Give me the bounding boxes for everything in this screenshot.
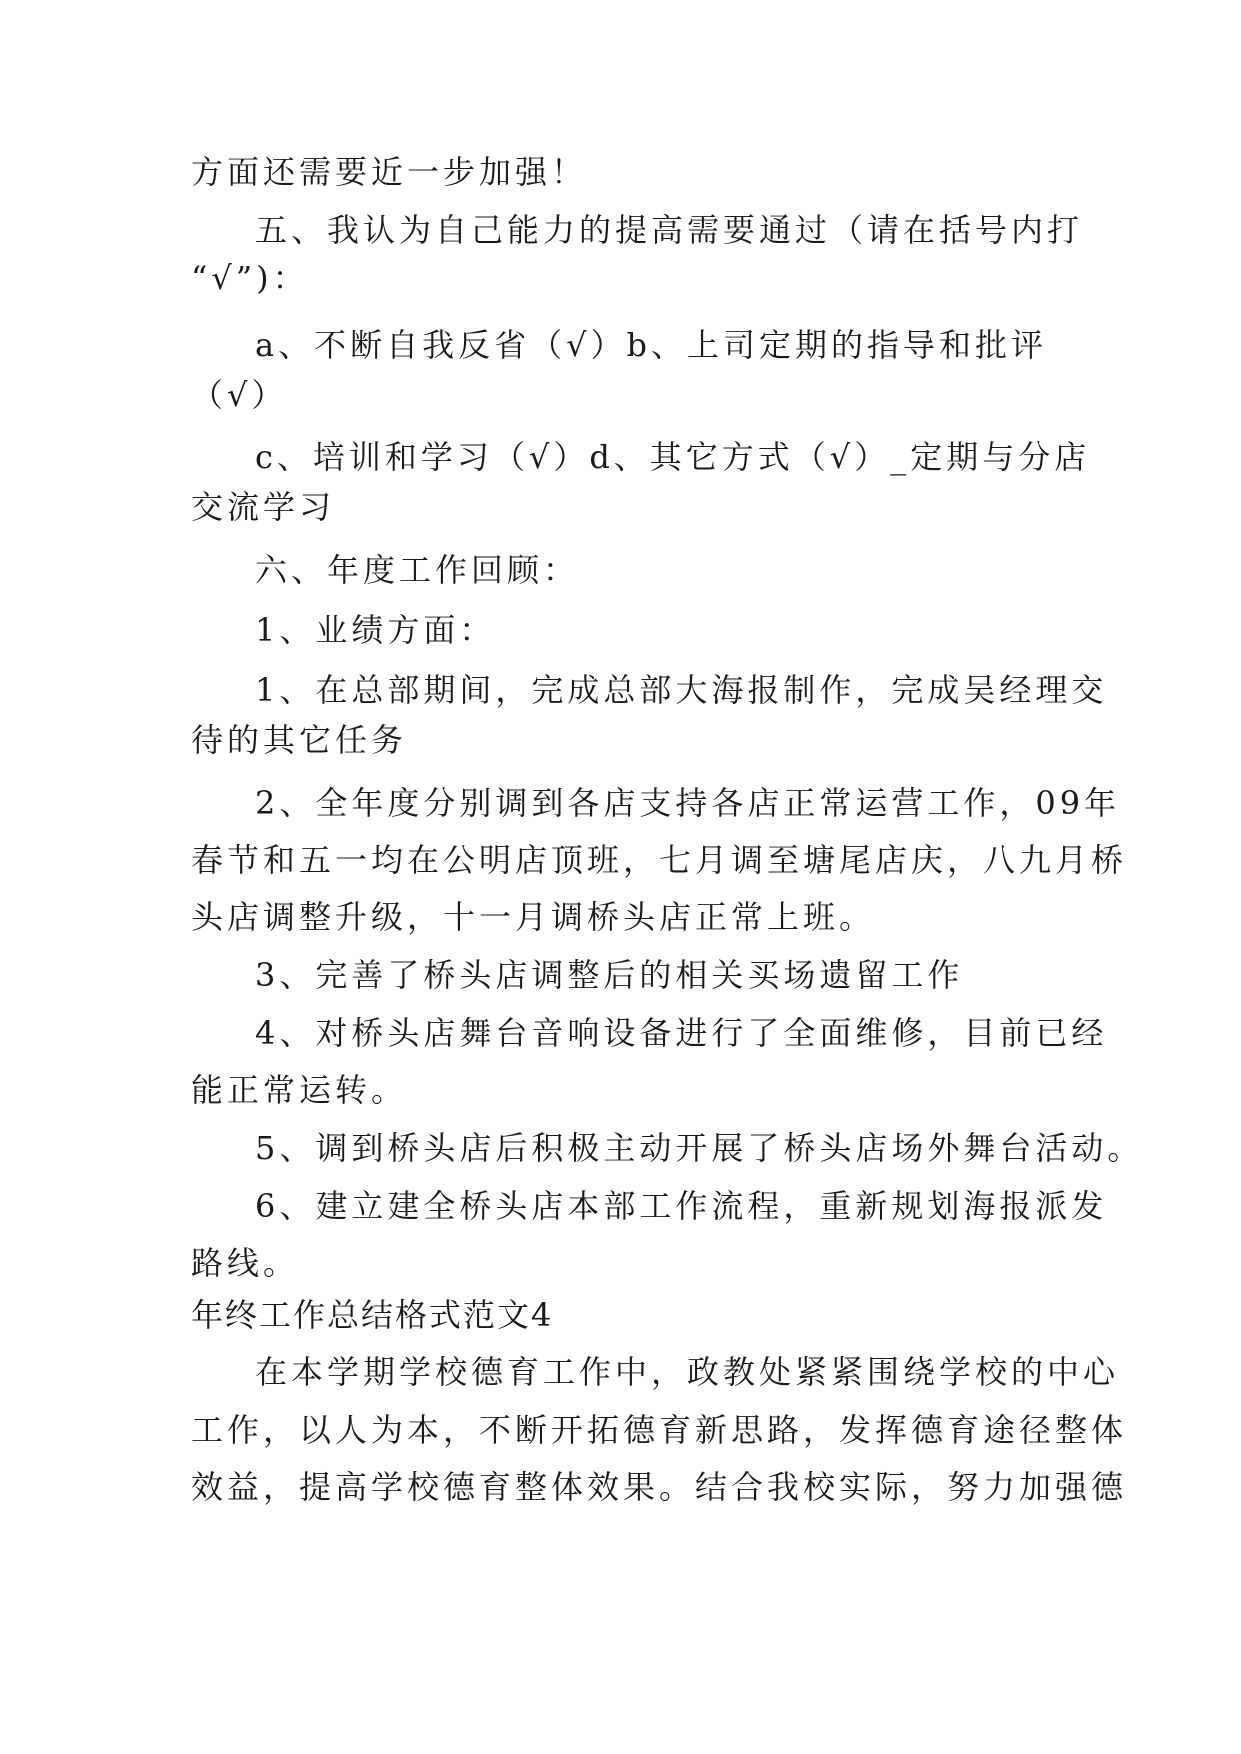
section-heading: 六、年度工作回顾： [255,551,580,589]
text-line: （√） [191,376,288,414]
text-line: 路线。 [191,1244,300,1282]
text-line: 能正常运转。 [191,1071,408,1109]
text-line: 春节和五一均在公明店顶班，七月调至塘尾店庆，八九月桥 [191,841,1128,879]
text-line: 2、全年度分别调到各店支持各店正常运营工作，09年 [255,784,1121,822]
text-line: 3、完善了桥头店调整后的相关买场遗留工作 [255,956,964,994]
text-line: 6、建立建全桥头店本部工作流程，重新规划海报派发 [255,1187,1108,1225]
text-line: 在本学期学校德育工作中，政教处紧紧围绕学校的中心 [255,1353,1120,1391]
text-line: 1、在总部期间，完成总部大海报制作，完成吴经理交 [255,671,1108,709]
text-line: 1、业绩方面： [255,611,496,649]
text-line: 待的其它任务 [191,721,408,759]
text-line: 方面还需要近一步加强！ [191,153,588,191]
text-line: c、培训和学习（√）d、其它方式（√）_定期与分店 [255,438,1091,476]
text-line: 交流学习 [191,488,336,526]
text-line: 4、对桥头店舞台音响设备进行了全面维修，目前已经 [255,1014,1108,1052]
text-line: 头店调整升级，十一月调桥头店正常上班。 [191,898,876,936]
text-line: “√”)： [191,259,309,297]
text-line: a、不断自我反省（√）b、上司定期的指导和批评 [255,326,1047,364]
text-line: 工作，以人为本，不断开拓德育新思路，发挥德育途径整体 [191,1411,1128,1449]
text-line: 效益，提高学校德育整体效果。结合我校实际，努力加强德 [191,1468,1128,1506]
text-line: 五、我认为自己能力的提高需要通过（请在括号内打 [255,211,1084,249]
text-line: 5、调到桥头店后积极主动开展了桥头店场外舞台活动。 [255,1129,1144,1167]
section-title: 年终工作总结格式范文4 [191,1296,554,1334]
